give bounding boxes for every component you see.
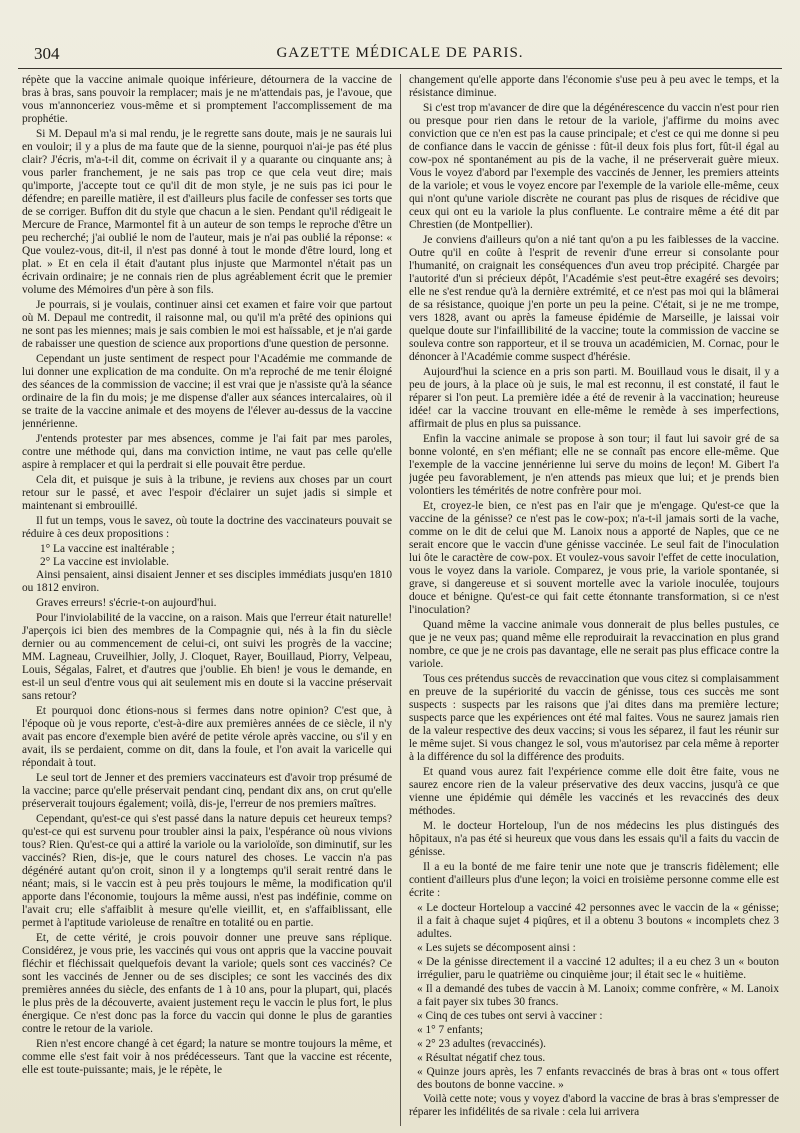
quoted-line: « De la génisse directement il a vacciné 12 adultes; il a eu chez 3 un « bouton irrégulier, paru le quatrième ou cinquième jour; il était sec le « huitième. [417,956,779,981]
quoted-line: « 1° 7 enfants; [417,1024,483,1036]
paragraph: changement qu'elle apporte dans l'économie s'use peu à peu avec le temps, et la résistance diminue. [409,74,779,99]
paragraph: M. le docteur Horteloup, l'un de nos médecins les plus distingués des hôpitaux, n'a pas été si heureux que vous dans les essais qu'il a faits du vaccin de génisse. [409,820,779,858]
quoted-line: « Cinq de ces tubes ont servi à vacciner : [417,1010,603,1022]
paragraph: Le seul tort de Jenner et des premiers vaccinateurs est d'avoir trop présumé de la vaccine; parce qu'elle préservait pendant cinq, pendant dix ans, on crut qu'elle préserverait toujours également; voilà, dis-je, l'erreur de nos premiers maîtres. [22,772,392,810]
paragraph: Et quand vous aurez fait l'expérience comme elle doit être faite, vous ne saurez encore rien de la valeur préservative des deux vaccins, jusqu'à ce que vienne une épidémie qui démêle les vaccinés et les revaccinés des deux méthodes. [409,766,779,817]
paragraph: Et, croyez-le bien, ce n'est pas en l'air que je m'engage. Qu'est-ce que la vaccine de la génisse? ce n'est pas le cow-pox; n'a-t-il jamais sorti de la vache, comme on le dit de celui que M. Lanoix nous a apporté de Naples, que ce ne serait encore que le vaccin d'une génisse vaccinée. Le seul fait de l'inoculation lui ôte le caractère de cow-pox. Et voulez-vous savoir l'effet de cette inoculation, vous le voyez dans la variole. Comparez, je vous prie, la variole spontanée, si grave, si dangereuse et si souvent mortelle avec la variole inoculée, toujours douce et bénigne. Qu'est-ce qui fait cette étonnante transformation, si ce n'est l'inoculation? [409,500,779,616]
page-number: 304 [34,44,60,63]
paragraph: répète que la vaccine animale quoique inférieure, détournera de la vaccine de bras à bras, sans pouvoir la remplacer; mais je ne m'attendais pas, je l'avoue, que vous m'annonceriez vous-même et si promptement l'accomplissement de ma prophétie. [22,74,392,125]
paragraph: Rien n'est encore changé à cet égard; la nature se montre toujours la même, et comme elle s'est fait voir à nos prédécesseurs. Tant que la vaccine est récente, elle est toute-puissante; mais, je le répète, le [22,1038,392,1076]
paragraph: Si M. Depaul m'a si mal rendu, je le regrette sans doute, mais je ne saurais lui en vouloir; il y a plus de ma faute que de la sienne, pourquoi n'ai-je pas été plus clair? J'écris, m'a-t-il dit, comme on écrivait il y a quarante ou cinquante ans; à vous parler franchement, je ne sais pas trop ce que cela veut dire; mais qu'importe, j'accepte tout ce qu'il dit de mon style, je ne suis pas ici pour le défendre; en pareille matière, il est d'ailleurs plus facile de confesser ses torts que de se corriger. Buffon dit du style que chacun a le sien. Pendant qu'il rédigeait le Mercure de France, Marmontel fit à un auteur de son temps le reproche d'être un peu recherché; j'ai oublié le nom de l'auteur, mais je n'ai pas oublié la réponse: « Que voulez-vous, dit-il, il n'est pas donné à tout le monde d'être lourd, long et plat. » Et en cela il était d'autant plus injuste que Marmontel n'était pas un écrivain ordinaire; je ne connais rien de plus agréablement écrit que le premier volume des Mémoires d'un père à son fils. [22,128,392,296]
paragraph: J'entends protester par mes absences, comme je l'ai fait par mes paroles, contre une méthode qui, dans ma conviction intime, ne vaut pas celle qu'elle aspire à remplacer et qui la perdrait si elle pouvait être perdue. [22,433,392,471]
paragraph: Je conviens d'ailleurs qu'on a nié tant qu'on a pu les faiblesses de la vaccine. Outre qu'il en coûte à l'esprit de revenir d'une erreur si consolante pour l'humanité, on craignait les conséquences d'un aveu trop précipité. Chargée par l'autorité d'un si précieux dépôt, l'Académie s'est peut-être exagéré ses devoirs; elle ne s'est rendue qu'à la dernière extrémité, et ce n'est pas moi qui la blâmerai de sa résistance, quoique j'en porte un peu la peine. C'était, si je ne me trompe, vers 1828, avant ou après la fameuse épidémie de Marseille, je laissai voir quelque doute sur l'infaillibilité de la vaccine; toute la commission de vaccine se souleva contre son rapporteur, et il se trouva un académicien, M. Cornac, pour le dénoncer à l'Académie comme suspect d'hérésie. [409,234,779,363]
proposition: 2° La vaccine est inviolable. [40,556,169,568]
paragraph: Ainsi pensaient, ainsi disaient Jenner et ses disciples immédiats jusqu'en 1810 ou 1812 environ. [22,569,392,594]
paragraph: Il a eu la bonté de me faire tenir une note que je transcris fidèlement; elle contient d'ailleurs plus d'une leçon; la voici en troisième personne comme elle est écrite : [409,861,779,899]
paragraph: Enfin la vaccine animale se propose à son tour; il faut lui savoir gré de sa bonne volonté, en s'en méfiant; elle ne se connaît pas encore elle-même. Que l'exemple de la vaccine jennérienne lui serve du moins de leçon! M. Gibert l'a jugée peu favorablement, je n'en attends pas mieux que lui; et je prends bien volontiers les témérités de notre confrère pour moi. [409,433,779,497]
paragraph: Si c'est trop m'avancer de dire que la dégénérescence du vaccin n'est pour rien ou presque pour rien dans le retour de la variole, j'affirme du moins avec conviction que ce n'en est pas la cause principale; et c'est ce qui me donne si peu de confiance dans le vaccin de génisse : fût-il deux fois plus fort, fût-il égal au cow-pox né spontanément au pis de la vache, il ne préserverait guère mieux. Vous le voyez d'abord par l'exemple des vaccinés de Jenner, les premiers atteints de la variole; et vous le voyez encore par l'exemple de la variole elle-même, ceux qui n'ont qu'une variole discrète ne courant pas plus de risques de récidive que ceux qui ont eu la variole la plus confluente. Le contraire même a été dit par Chrestien (de Montpellier). [409,102,779,231]
paragraph: Je pourrais, si je voulais, continuer ainsi cet examen et faire voir que partout où M. Depaul me contredit, il raisonne mal, ou qu'il m'a prêté des opinions qui ne sont pas les miennes; mais je sais combien le moi est haïssable, et je n'ai garde de rabaisser une question de science aux proportions d'une question de personne. [22,299,392,350]
paragraph: Cependant un juste sentiment de respect pour l'Académie me commande de lui donner une explication de ma conduite. On m'a reproché de me tenir éloigné des séances de la commission de vaccine; il est vrai que je n'assiste qu'à la séance ordinaire de la fin du mois; je me dispense d'aller aux séances intercalaires, où il se traite de la vaccine animale et des moyens de l'élever au-dessus de la vaccine jennérienne. [22,353,392,430]
quoted-line: « Résultat négatif chez tous. [417,1052,546,1064]
paragraph: Aujourd'hui la science en a pris son parti. M. Bouillaud vous le disait, il y a peu de jours, à la place où je suis, le mal est reconnu, il est constaté, il faut le réparer si l'on peut. La première idée a été de revenir à la vaccination; heureuse idée! car la vaccine trouvant en elle-même le remède à ses imperfections, affirmait de plus en plus sa puissance. [409,366,779,430]
paragraph: Cela dit, et puisque je suis à la tribune, je reviens aux choses par un court retour sur le passé, et avec l'espoir d'éclairer un sujet jadis si simple et maintenant si embrouillé. [22,474,392,512]
paragraph: Cependant, qu'est-ce qui s'est passé dans la nature depuis cet heureux temps? qu'est-ce qui est survenu pour troubler ainsi la paix, l'espérance où nous vivions tous? Rien. Qu'est-ce qui a attiré la variole ou la varioloïde, son diminutif, sur les vaccinés? Rien, dis-je, que le cours naturel des choses. Le vaccin n'a pas dégénéré autant qu'on croit, sinon il y a longtemps qu'il serait rentré dans le néant; mais, si le vaccin est à peu près toujours le même, la modification qu'il apporte dans l'économie, toujours la même aussi, n'est pas indéfinie, comme on l'avait cru; elle s'affaiblit à mesure qu'elle vieillit, et, en s'affaiblissant, elle permet à l'aptitude varioleuse de renaître en totalité ou en partie. [22,813,392,929]
running-title: GAZETTE MÉDICALE DE PARIS. [276,45,524,61]
page-header [18,40,782,69]
paragraph: Et, de cette vérité, je crois pouvoir donner une preuve sans réplique. Considérez, je vous prie, les vaccinés qui vous ont appris que la vaccine pouvait fléchir et fléchissait quelquefois devant la variole; quels sont ces vaccinés? Ce sont les vaccinés de Jenner ou de ses disciples; ce sont les vaccinés des dix premières années du siècle, des enfants de 1 à 10 ans, pour la plupart, qui, placés le plus près de la découverte, avaient justement reçu le vaccin le plus fort, le plus énergique. Ce n'est donc pas la force du vaccin qui donne le plus de garanties contre le retour de la variole. [22,932,392,1035]
right-column [409,74,779,1124]
paragraph: Il fut un temps, vous le savez, où toute la doctrine des vaccinateurs pouvait se réduire à ces deux propositions : [22,515,392,540]
paragraph: Voilà cette note; vous y voyez d'abord la vaccine de bras à bras s'empresser de réparer les infidélités de sa rivale : cela lui arrivera [409,1093,779,1118]
quoted-line: « Quinze jours après, les 7 enfants revaccinés de bras à bras ont « tous offert des boutons de bonne vaccine. » [417,1066,779,1091]
column-divider [400,74,401,1126]
quoted-line: « Les sujets se décomposent ainsi : [417,942,576,954]
quoted-line: « 2° 23 adultes (revaccinés). [417,1038,546,1050]
quoted-line: « Le docteur Horteloup a vacciné 42 personnes avec le vaccin de la « génisse; il a fait à chaque sujet 4 piqûres, et il a obtenu 3 boutons « incomplets chez 3 adultes. [417,902,779,940]
paragraph: Et pourquoi donc étions-nous si fermes dans notre opinion? C'est que, à l'époque où je vous reporte, c'est-à-dire aux premières années de ce siècle, il n'y avait pas encore d'exemple bien avéré de petite vérole après vaccine, ou s'il y en avait, ils se perdaient, comme on dit, dans la foule, et l'on avait la varicelle qui répondait à tout. [22,705,392,769]
paragraph: Quand même la vaccine animale vous donnerait de plus belles pustules, ce que je ne veux pas; quand même elle reproduirait la revaccination en plus grand nombre, ce que je ne crois pas davantage, elle ne serait pas plus efficace contre la variole. [409,619,779,670]
paragraph: Tous ces prétendus succès de revaccination que vous citez si complaisamment en preuve de la supériorité du vaccin de génisse, tous ces succès me sont suspects : suspects par les raisons que j'ai dites dans ma première lecture; suspects parce que les expériences ont été mal faites. Vous ne saurez jamais rien de la valeur respective des deux vaccins; si vous les séparez, il faut les réunir sur le même sujet. Si vous changez le sol, vous m'autorisez par cela même à reporter à la différence du sol la différence des produits. [409,673,779,763]
quoted-line: « Il a demandé des tubes de vaccin à M. Lanoix; comme confrère, « M. Lanoix a fait payer six tubes 30 francs. [417,983,779,1008]
paragraph: Graves erreurs! s'écrie-t-on aujourd'hui. [36,597,217,609]
proposition: 1° La vaccine est inaltérable ; [40,543,175,555]
paragraph: Pour l'inviolabilité de la vaccine, on a raison. Mais que l'erreur était naturelle! J'aperçois ici bien des membres de la Compagnie qui, nés à la fin du siècle dernier ou au commencement de celui-ci, ont suivi les progrès de la vaccine; MM. Lagneau, Cruveilhier, Jolly, J. Cloquet, Rayer, Bouillaud, Piorry, Velpeau, Louis, Ségalas, Falret, et d'autres que j'oublie. Eh bien! je vous le demande, en est-il un seul d'entre vous qui ait seulement mis en doute si la vaccine préservait sans retour? [22,612,392,702]
left-column [22,74,392,1124]
